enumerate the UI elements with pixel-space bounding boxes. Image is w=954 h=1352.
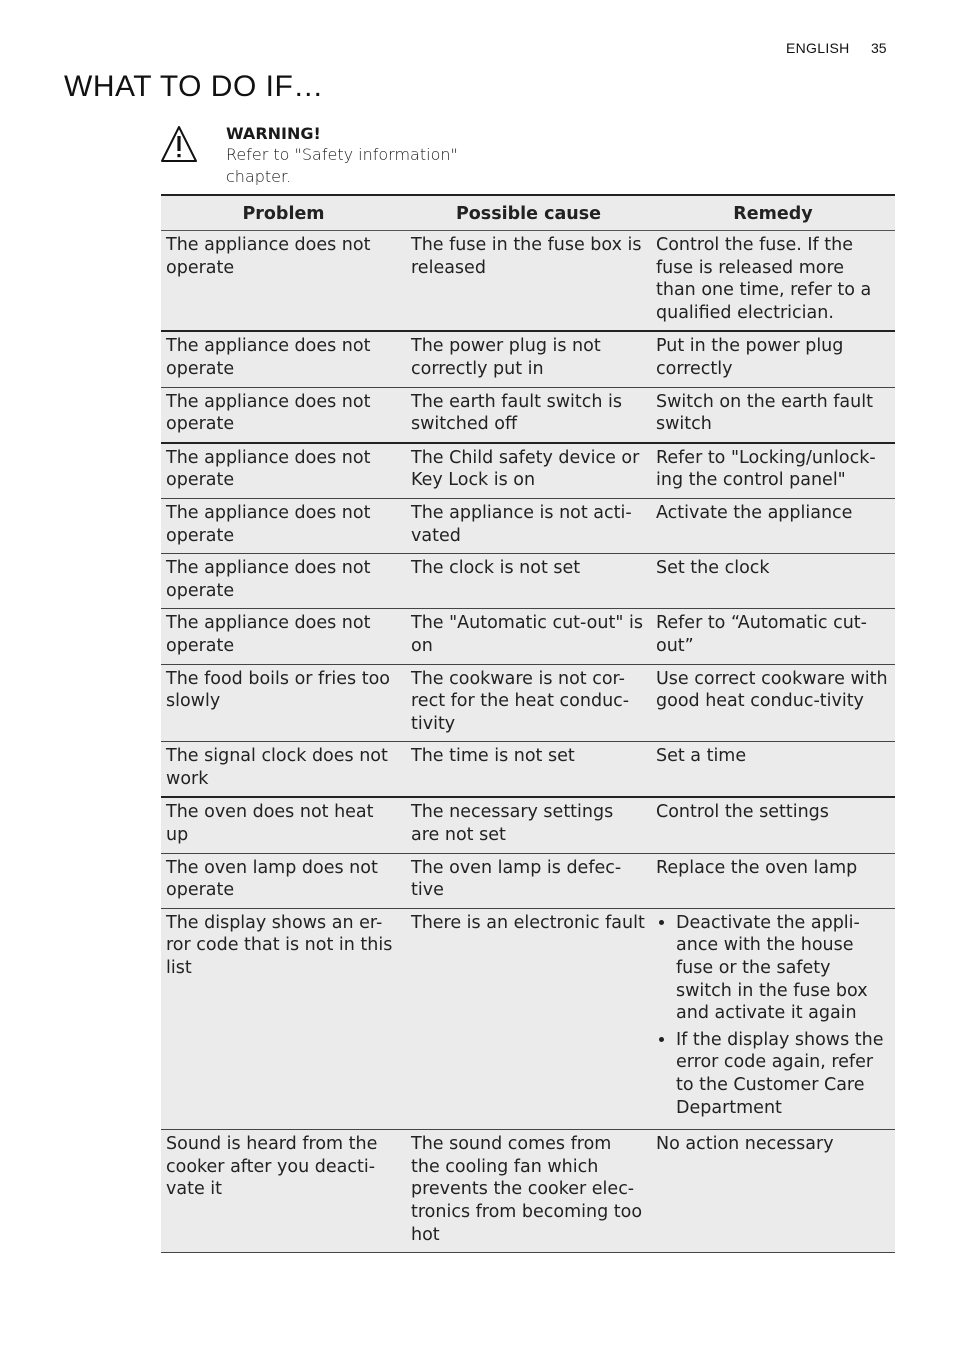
warning-title: WARNING!: [226, 124, 321, 143]
remedy-bullet-list: [656, 912, 889, 1119]
cause-cell: The Child safety device or Key Lock is on: [406, 443, 651, 499]
table-row: [161, 609, 895, 664]
problem-cell: The display shows an er-ror code that is not in this list: [161, 908, 406, 1129]
remedy-cell: Control the settings: [651, 797, 895, 853]
remedy-cell: Activate the appliance: [651, 498, 895, 553]
table-row: [161, 387, 895, 443]
remedy-cell: Set a time: [651, 742, 895, 798]
troubleshooting-table-wrapper: [161, 194, 895, 1253]
table-row: [161, 498, 895, 553]
cause-cell: The power plug is not correctly put in: [406, 331, 651, 387]
problem-cell: The oven lamp does not operate: [161, 853, 406, 908]
remedy-cell: Replace the oven lamp: [651, 853, 895, 908]
table-row: [161, 443, 895, 499]
cause-cell: The oven lamp is defec-tive: [406, 853, 651, 908]
warning-line-2: chapter.: [226, 167, 292, 186]
table-row: [161, 908, 895, 1129]
problem-cell: The appliance does not operate: [161, 331, 406, 387]
cause-cell: The sound comes from the cooling fan which prevents the cooker elec-tronics from becoming too hot: [406, 1130, 651, 1253]
cause-cell: The fuse in the fuse box is released: [406, 231, 651, 332]
remedy-cell: Set the clock: [651, 554, 895, 609]
problem-cell: The appliance does not operate: [161, 554, 406, 609]
page-title: WHAT TO DO IF…: [64, 70, 324, 103]
table-row: [161, 853, 895, 908]
table-header-row: [161, 195, 895, 231]
table-row: [161, 1130, 895, 1253]
problem-cell: The appliance does not operate: [161, 231, 406, 332]
table-row: [161, 554, 895, 609]
remedy-cell: Use correct cookware with good heat conduc-tivity: [651, 664, 895, 742]
table-row: [161, 231, 895, 332]
remedy-cell: Refer to "Locking/unlock-ing the control panel": [651, 443, 895, 499]
problem-cell: The appliance does not operate: [161, 498, 406, 553]
page-number: 35: [871, 40, 887, 56]
remedy-cell: [651, 908, 895, 1129]
table-row: [161, 742, 895, 798]
cause-cell: The appliance is not acti-vated: [406, 498, 651, 553]
table-row: [161, 331, 895, 387]
problem-cell: The signal clock does not work: [161, 742, 406, 798]
cause-cell: There is an electronic fault: [406, 908, 651, 1129]
problem-cell: The appliance does not operate: [161, 387, 406, 443]
problem-cell: Sound is heard from the cooker after you deacti-vate it: [161, 1130, 406, 1253]
remedy-bullet-item: • Deactivate the appli-ance with the house fuse or the safety switch in the fuse box and activate it again: [676, 912, 889, 1025]
remedy-cell: Put in the power plug correctly: [651, 331, 895, 387]
problem-cell: The food boils or fries too slowly: [161, 664, 406, 742]
cause-cell: The time is not set: [406, 742, 651, 798]
warning-triangle-icon: [160, 124, 198, 164]
table-row: [161, 797, 895, 853]
header-language: ENGLISH: [786, 40, 850, 56]
cause-cell: The clock is not set: [406, 554, 651, 609]
remedy-cell: Control the fuse. If the fuse is released more than one time, refer to a qualified electrician.: [651, 231, 895, 332]
cause-cell: The necessary settings are not set: [406, 797, 651, 853]
problem-cell: The appliance does not operate: [161, 609, 406, 664]
remedy-cell: Switch on the earth fault switch: [651, 387, 895, 443]
column-header-problem: Problem: [161, 195, 406, 231]
remedy-cell: No action necessary: [651, 1130, 895, 1253]
problem-cell: The oven does not heat up: [161, 797, 406, 853]
warning-line-1: Refer to "Safety information": [226, 145, 458, 164]
column-header-possible-cause: Possible cause: [406, 195, 651, 231]
column-header-remedy: Remedy: [651, 195, 895, 231]
cause-cell: The "Automatic cut-out" is on: [406, 609, 651, 664]
troubleshooting-table: [161, 194, 895, 1253]
cause-cell: The earth fault switch is switched off: [406, 387, 651, 443]
remedy-cell: Refer to “Automatic cut-out”: [651, 609, 895, 664]
problem-cell: The appliance does not operate: [161, 443, 406, 499]
remedy-bullet-item: • If the display shows the error code again, refer to the Customer Care Department: [676, 1029, 889, 1119]
table-row: [161, 664, 895, 742]
cause-cell: The cookware is not cor-rect for the heat conduc-tivity: [406, 664, 651, 742]
